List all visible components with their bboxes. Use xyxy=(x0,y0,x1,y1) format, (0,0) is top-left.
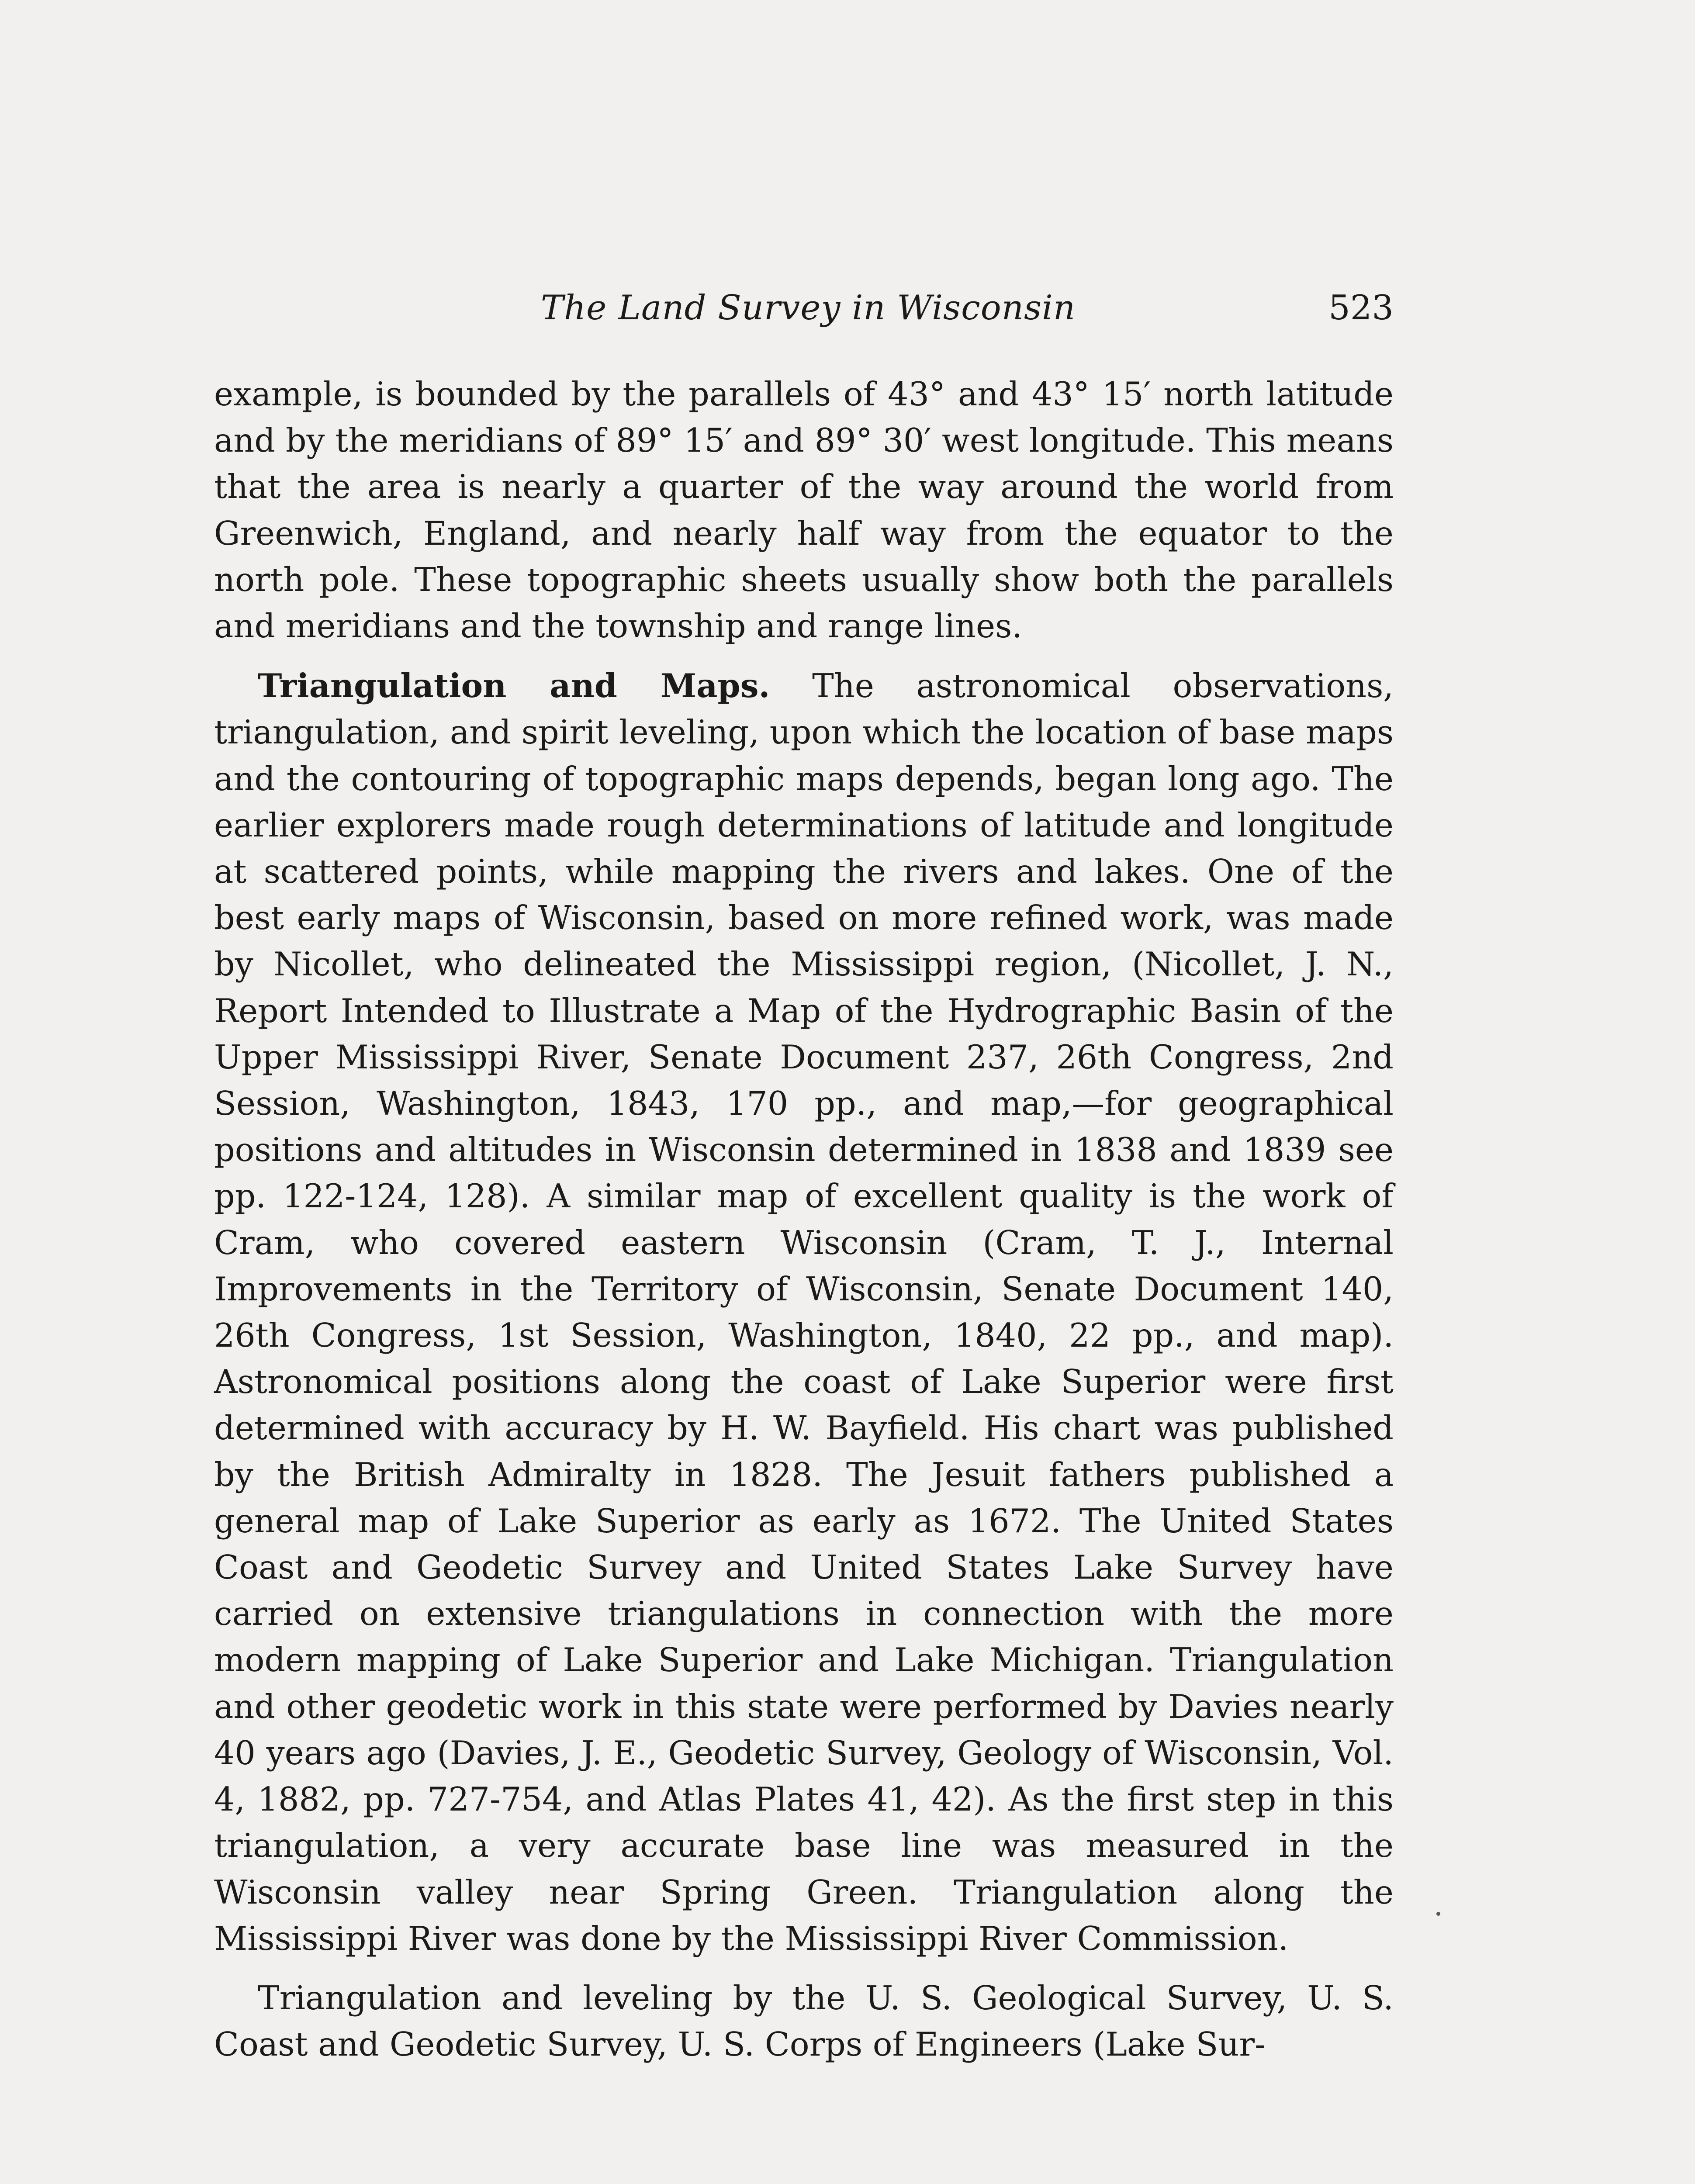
print-speck xyxy=(1436,1912,1440,1916)
paragraph-triangulation-text: The astronomical observations, triangulation, and spirit leveling, upon which the location of base maps and the contouring of topographic maps depends, began long ago. The earlier explorers made rough determinations of latitude and longitude at scattered points, while mapping the rivers and lakes. One of the best early maps of Wisconsin, based on more refined work, was made by Nicollet, who delineated the Mississippi region, (Nicollet, J. N., Report Intended to Illustrate a Map of the Hydrographic Basin of the Upper Mississippi River, Senate Document 237, 26th Congress, 2nd Session, Washington, 1843, 170 pp., and map,—for geographical positions and altitudes in Wisconsin determined in 1838 and 1839 see pp. 122-124, 128). A similar map of excellent quality is the work of Cram, who covered eastern Wisconsin (Cram, T. J., Internal Improvements in the Territory of Wisconsin, Senate Document 140, 26th Congress, 1st Session, Washington, 1840, 22 pp., and map). Astronomical positions along the coast of Lake Superior were first determined with accuracy by H. W. Bayfield. His chart was published by the British Admiralty in 1828. The Jesuit fathers published a general map of Lake Superior as early as 1672. The United States Coast and Geodetic Survey and United States Lake Survey have carried on extensive triangulations in connection with the more modern mapping of Lake Superior and Lake Michigan. Triangulation and other geodetic work in this state were performed by Davies nearly 40 years ago (Davies, J. E., Geodetic Survey, Geology of Wisconsin, Vol. 4, 1882, pp. 727-754, and Atlas Plates 41, 42). As the first step in this triangulation, a very accurate base line was measured in the Wisconsin valley near Spring Green. Triangulation along the Mississippi River was done by the Mississippi River Commission. xyxy=(214,667,1394,1958)
page-header xyxy=(214,284,1402,332)
paragraph-leveling: Triangulation and leveling by the U. S. Geological Survey, U. S. Coast and Geodetic Survey, U. S. Corps of Engineers (Lake Sur- xyxy=(214,1979,1394,2064)
body-text xyxy=(214,371,1394,2068)
section-heading: Triangulation and Maps. xyxy=(258,667,770,705)
page-number: 523 xyxy=(1328,288,1394,328)
running-title: The Land Survey in Wisconsin xyxy=(540,288,1076,328)
paragraph-triangulation xyxy=(214,663,1394,1962)
paragraph-continuation: example, is bounded by the parallels of 43° and 43° 15′ north latitude and by the meridians of 89° 15′ and 89° 30′ west longitude. This means that the area is nearly a quarter of the way around the world from Greenwich, England, and nearly half way from the equator to the north pole. These topographic sheets usually show both the parallels and meridians and the township and range lines. xyxy=(214,375,1394,646)
